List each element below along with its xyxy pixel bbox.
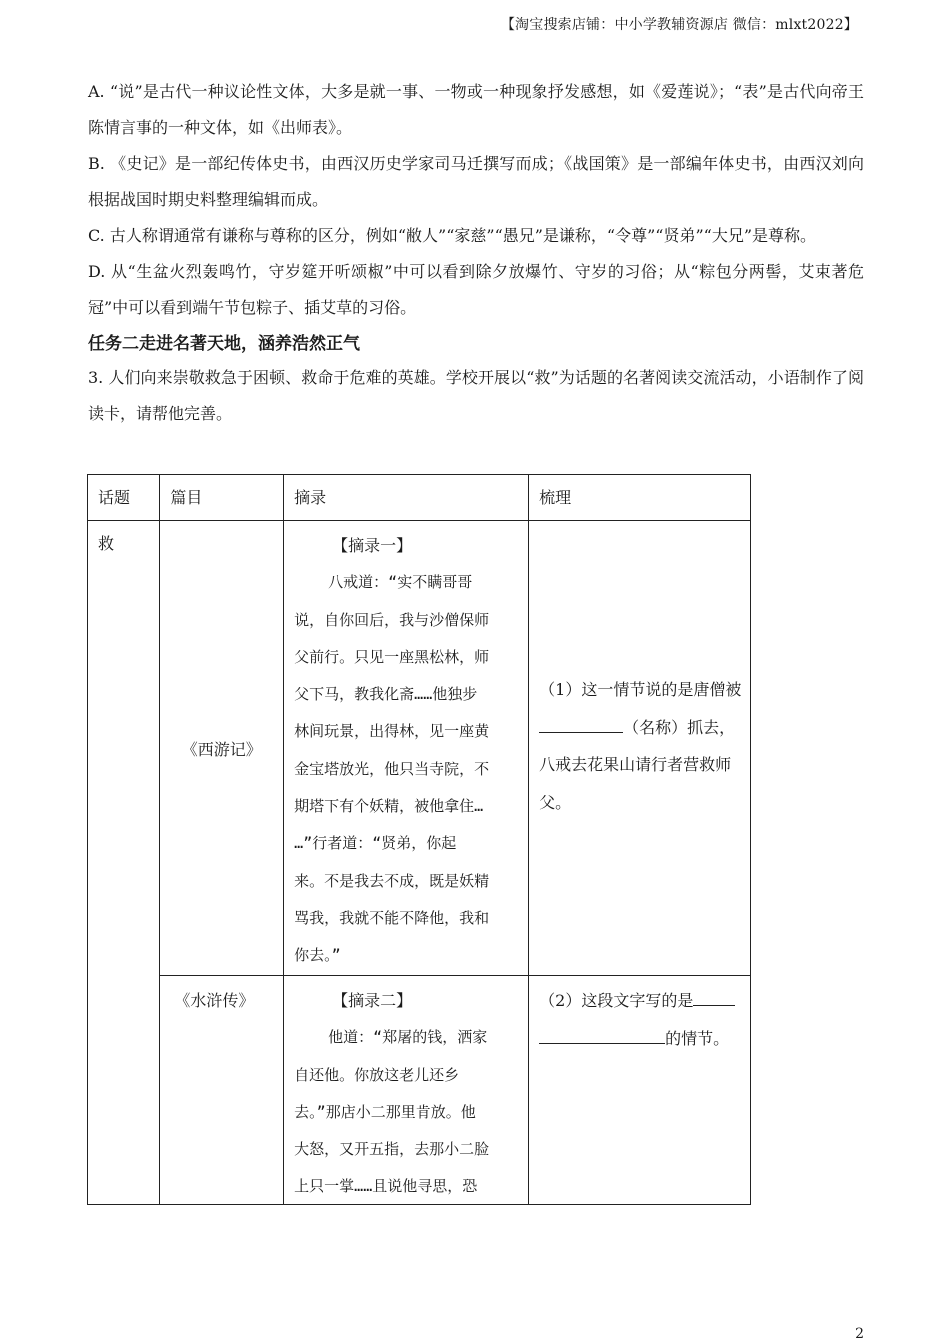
- excerpt-line: 期塔下有个妖精，被他拿住…: [294, 797, 484, 816]
- excerpt-1: [284, 521, 528, 975]
- excerpt-line: 来。不是我去不成，既是妖精: [294, 871, 490, 890]
- chapter-cell: [160, 521, 284, 976]
- excerpt-line: 去。”那店小二那里肯放。他: [294, 1102, 476, 1121]
- chapter-name: 《西游记》: [181, 739, 262, 759]
- header-analysis: 梳理: [529, 475, 751, 521]
- table-row: [88, 521, 751, 976]
- reading-card-table: [87, 474, 751, 1205]
- document-body: [88, 74, 864, 432]
- excerpt-tag: 【摘录一】: [332, 536, 413, 555]
- header-note: 【淘宝搜索店铺：中小学教辅资源店 微信：mlxt2022】: [500, 17, 858, 33]
- answer-blank[interactable]: [539, 1021, 665, 1044]
- topic-cell: 救: [88, 521, 160, 1205]
- excerpt-line: 他道：“郑屠的钱，洒家: [328, 1028, 488, 1047]
- option-c: C. 古人称谓通常有谦称与尊称的区分，例如“敝人”“家慈”“愚兄”是谦称，“令尊”“贤弟”“大兄”是尊称。: [88, 226, 817, 245]
- excerpt-line: 大怒，又开五指，去那小二脸: [294, 1140, 490, 1159]
- page-number: 2: [855, 1326, 864, 1342]
- answer-blank[interactable]: [693, 983, 735, 1006]
- analysis-cell: [529, 521, 751, 976]
- excerpt-line: 上只一掌……且说他寻思，恐: [294, 1177, 478, 1196]
- option-b: B. 《史记》是一部纪传体史书，由西汉历史学家司马迁撰写而成；《战国策》是一部编年体史书，由西汉刘向根据战国时期史料整理编辑而成。: [88, 154, 864, 209]
- section-title: 任务二走进名著天地，涵养浩然正气: [88, 334, 360, 354]
- excerpt-cell: [284, 521, 529, 976]
- header-topic: 话题: [88, 475, 160, 521]
- chapter-name: 《水浒传》: [174, 991, 255, 1010]
- excerpt-line: 父下马，教我化斋……他独步: [294, 685, 478, 704]
- table-header-row: [88, 475, 751, 521]
- option-a: A. “说”是古代一种议论性文体，大多是就一事、一物或一种现象抒发感想，如《爱莲说》；“表”是古代向帝王陈情言事的一种文体，如《出师表》。: [88, 82, 864, 137]
- excerpt-line: 父前行。只见一座黑松林，师: [294, 647, 490, 666]
- excerpt-line: 你去。”: [294, 946, 341, 965]
- header-chapter: 篇目: [160, 475, 284, 521]
- excerpt-line: 骂我，我就不能不降他，我和: [294, 908, 490, 927]
- excerpt-line: 说，自你回后，我与沙僧保师: [294, 610, 490, 629]
- analysis-2: （2）这段文字写的是 的情节。: [529, 976, 750, 1057]
- answer-blank[interactable]: [539, 710, 623, 733]
- chapter-cell: [160, 976, 284, 1205]
- excerpt-line: …”行者道：“贤弟，你起: [294, 834, 457, 853]
- excerpt-cell: [284, 976, 529, 1205]
- excerpt-tag: 【摘录二】: [332, 991, 413, 1010]
- analysis-1: （1）这一情节说的是唐僧被（名称）抓去，八戒去花果山请行者营救师父。: [539, 680, 742, 812]
- excerpt-2: [284, 976, 528, 1204]
- excerpt-line: 八戒道：“实不瞒哥哥: [328, 573, 473, 592]
- option-d: D. 从“生盆火烈轰鸣竹，守岁筵开听颂椒”中可以看到除夕放爆竹、守岁的习俗；从“粽包分两髻，艾束著危冠”中可以看到端午节包粽子、插艾草的习俗。: [88, 262, 864, 317]
- header-excerpt: 摘录: [284, 475, 529, 521]
- question-3: 3. 人们向来崇敬救急于困顿、救命于危难的英雄。学校开展以“救”为话题的名著阅读交流活动，小语制作了阅读卡，请帮他完善。: [88, 368, 864, 423]
- excerpt-line: 自还他。你放这老儿还乡: [294, 1065, 460, 1084]
- table-row: [88, 976, 751, 1205]
- excerpt-line: 林间玩景，出得林，见一座黄: [294, 722, 490, 741]
- analysis-cell: [529, 976, 751, 1205]
- excerpt-line: 金宝塔放光，他只当寺院，不: [294, 759, 490, 778]
